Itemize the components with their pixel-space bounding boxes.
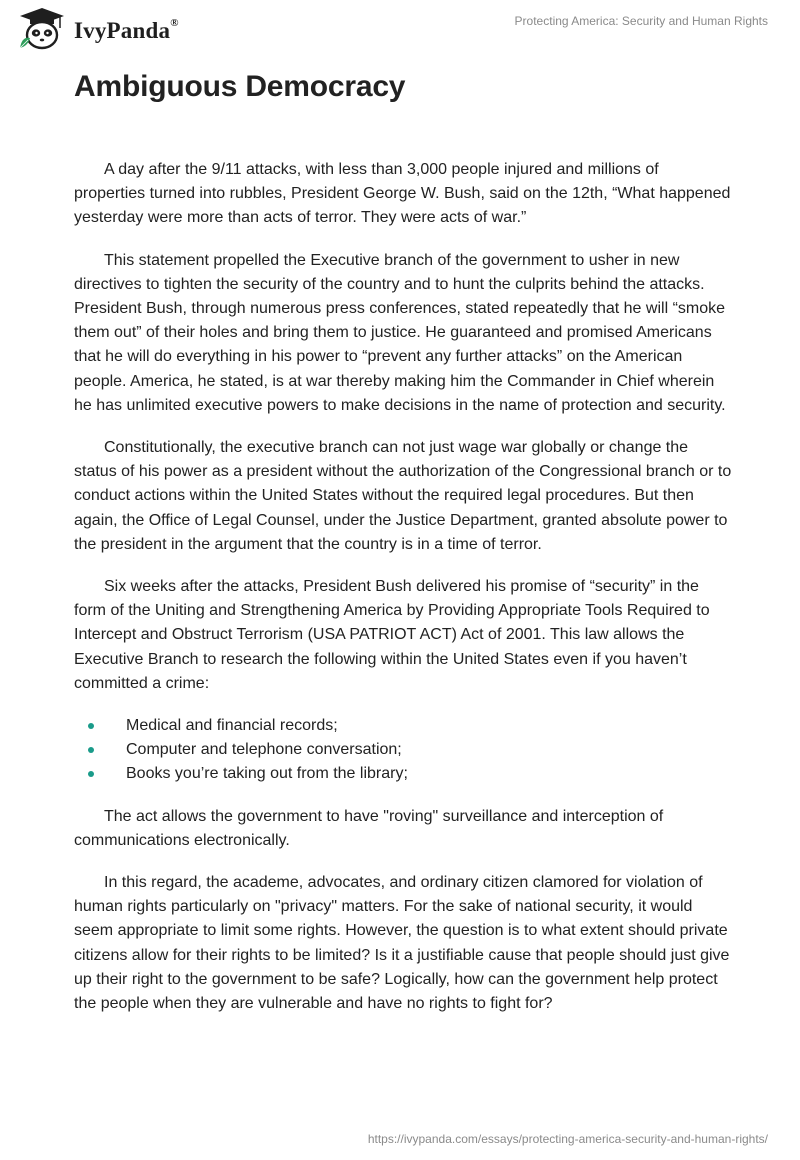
logo-text: IvyPanda® <box>74 17 179 43</box>
paragraph: The act allows the government to have "roving" surveillance and interception of communications electronically. <box>74 807 664 849</box>
bullet-icon <box>88 747 94 753</box>
paragraph: Six weeks after the attacks, President Bush delivered his promise of “security” in the form of the Uniting and Strengthening America by Providing Appropriate Tools Required to Intercept and Obstruct Terrorism (USA PATRIOT ACT) Act of 2001. This law allows the Executive Branch to research the following within the United States even if you haven’t committed a crime: <box>74 578 710 692</box>
list-item: Medical and financial records; <box>74 714 734 738</box>
list-item: Computer and telephone conversation; <box>74 738 734 762</box>
registered-mark: ® <box>170 17 179 30</box>
bullet-icon <box>88 723 94 729</box>
paragraph: In this regard, the academe, advocates, and ordinary citizen clamored for violation of human rights particularly on "privacy" matters. For the sake of national security, it would seem appropriate to limit some rights. However, the question is to what extent should private citizens allow for their rights to be limited? Is it a justifiable cause that people should just give up their right to the government to be safe? Logically, how can the government help protect the people when they are vulnerable and have no rights to fight for? <box>74 874 730 1013</box>
panda-logo-icon <box>16 6 68 57</box>
logo[interactable] <box>16 8 179 54</box>
bullet-icon <box>88 771 94 777</box>
list-item: Books you’re taking out from the library; <box>74 762 734 786</box>
document-title: Protecting America: Security and Human Rights <box>514 14 768 28</box>
essay-body <box>74 158 734 1034</box>
bullet-list <box>74 714 734 787</box>
paragraph: A day after the 9/11 attacks, with less than 3,000 people injured and millions of properties turned into rubbles, President George W. Bush, said on the 12th, “What happened yesterday were more than acts of terror. They were acts of war.” <box>74 161 731 227</box>
page-header <box>0 0 800 60</box>
paragraph: This statement propelled the Executive branch of the government to usher in new directives to tighten the security of the country and to hunt the culprits behind the attacks. President Bush, through numerous press conferences, stated repeatedly that he will “smoke them out” of their holes and bring them to justice. He guaranteed and promised Americans that he will do everything in his power to “prevent any further attacks” on the American people. America, he stated, is at war thereby making him the Commander in Chief wherein he has unlimited executive powers to make decisions in the name of protection and security. <box>74 251 726 414</box>
source-url[interactable]: https://ivypanda.com/essays/protecting-america-security-and-human-rights/ <box>367 1132 768 1146</box>
page-title: Ambiguous Democracy <box>74 70 406 103</box>
paragraph: Constitutionally, the executive branch can not just wage war globally or change the status of his power as a president without the authorization of the Congressional branch or to conduct actions within the United States without the required legal procedures. But then again, the Office of Legal Counsel, under the Justice Department, granted absolute power to the president in the argument that the country is in a time of terror. <box>74 439 732 553</box>
